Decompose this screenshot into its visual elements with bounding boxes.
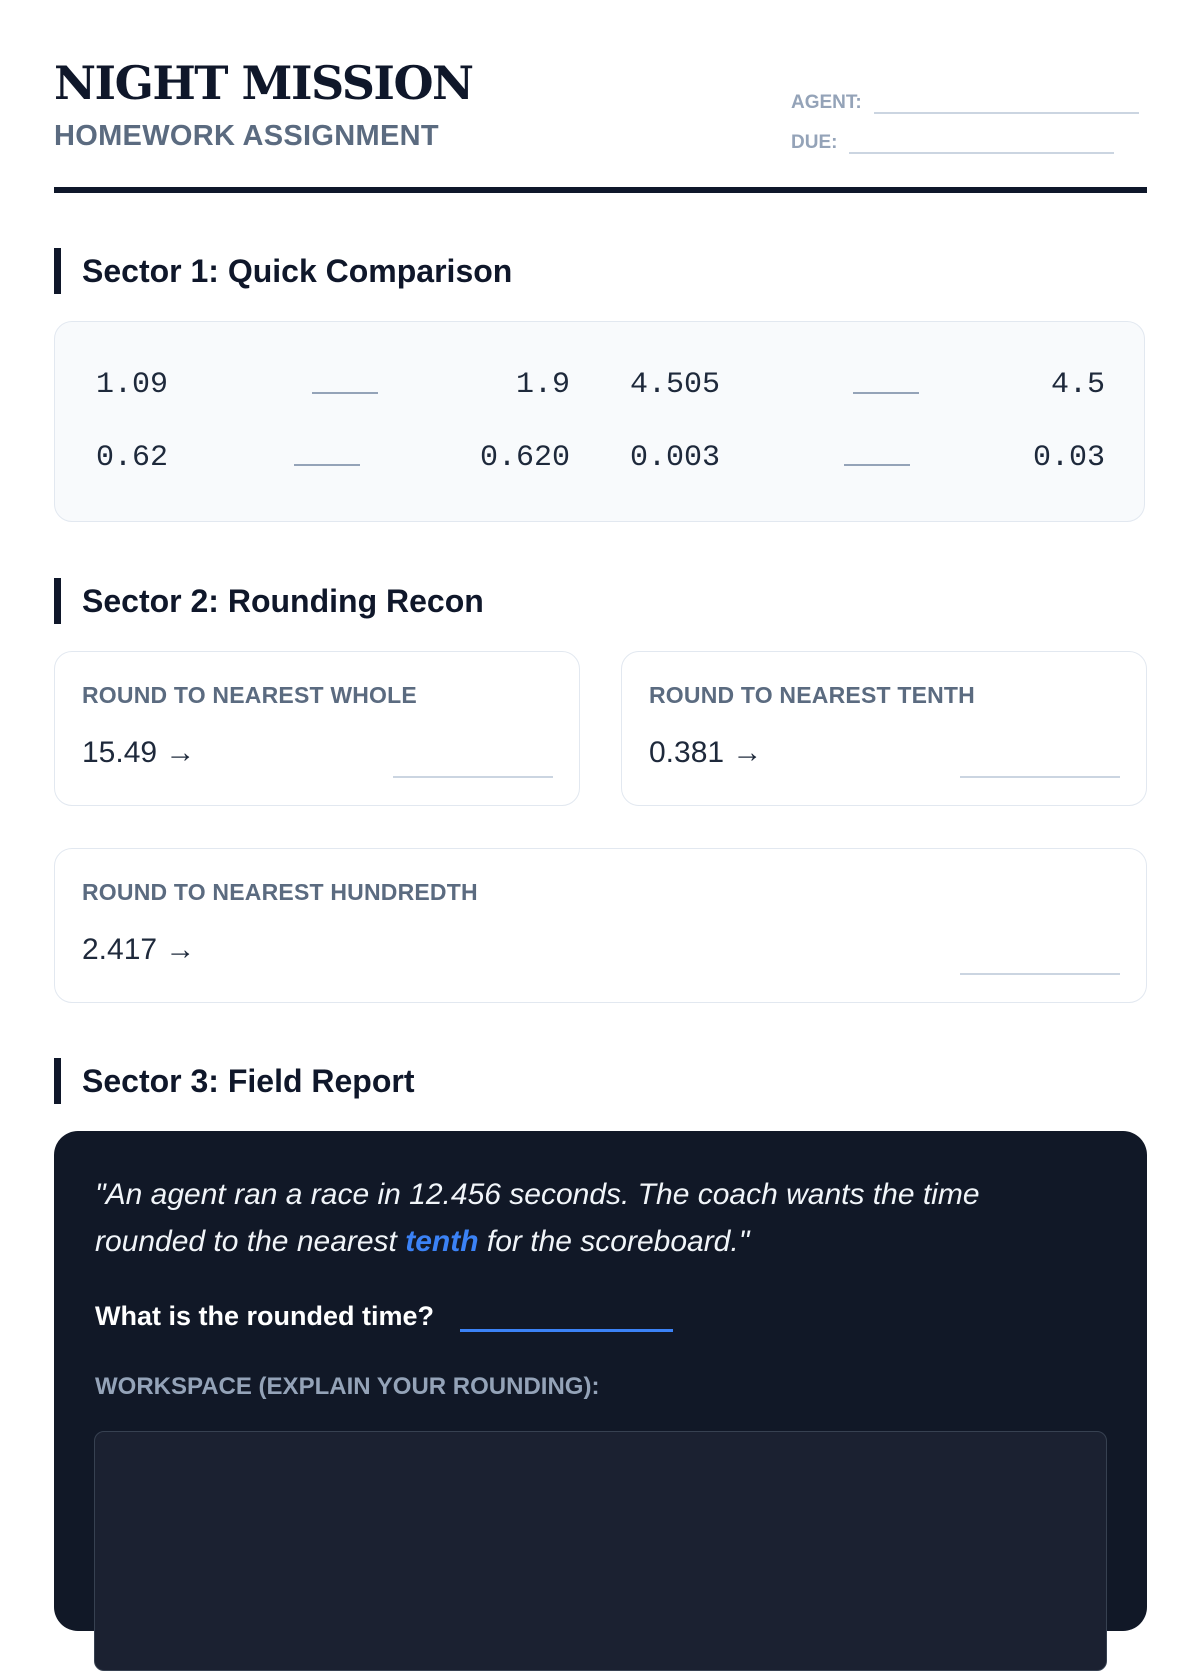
rounding-answer-line[interactable]	[393, 776, 553, 778]
question-text: What is the rounded time?	[95, 1301, 435, 1331]
workspace-label: WORKSPACE (EXPLAIN YOUR ROUNDING):	[95, 1373, 600, 1400]
rounding-card-tenth	[621, 651, 1147, 806]
sector2-heading: Sector 2: Rounding Recon	[54, 578, 484, 624]
word-problem	[95, 1171, 1085, 1265]
word-problem-text: "An agent ran a race in 12.456 seconds. The coach wants the time rounded to the nearest	[95, 1178, 980, 1258]
due-field	[791, 130, 1114, 154]
page-subtitle: HOMEWORK ASSIGNMENT	[54, 120, 439, 152]
compare-answer-blank[interactable]	[312, 392, 378, 394]
rounding-card-hundredth	[54, 848, 1147, 1003]
compare-left-value: 0.003	[630, 441, 721, 475]
page-title: NIGHT MISSION	[54, 56, 473, 110]
compare-left-value: 1.09	[96, 368, 169, 402]
word-problem-highlight: tenth	[405, 1225, 479, 1258]
workspace-textarea[interactable]	[94, 1431, 1107, 1671]
rounding-card-value: 15.49 →	[82, 736, 196, 769]
compare-right-value: 0.620	[479, 441, 570, 475]
rounded-time-answer-line[interactable]	[460, 1303, 673, 1332]
question-row	[95, 1301, 673, 1332]
worksheet-header	[54, 0, 1147, 194]
sector1-heading: Sector 1: Quick Comparison	[54, 248, 512, 294]
rounding-card-label: ROUND TO NEAREST TENTH	[649, 682, 975, 708]
word-problem-text-end: for the scoreboard."	[478, 1225, 750, 1258]
rounding-answer-line[interactable]	[960, 776, 1120, 778]
rounding-card-whole	[54, 651, 580, 806]
rounding-card-value: 2.417 →	[82, 933, 196, 966]
agent-field	[791, 90, 1139, 114]
rounding-card-label: ROUND TO NEAREST HUNDREDTH	[82, 879, 478, 905]
agent-label: AGENT:	[791, 92, 862, 113]
compare-right-value: 4.5	[1050, 368, 1105, 402]
rounding-card-label: ROUND TO NEAREST WHOLE	[82, 682, 417, 708]
comparison-box	[54, 321, 1145, 522]
worksheet-page	[54, 0, 1147, 1400]
compare-answer-blank[interactable]	[844, 464, 910, 466]
compare-answer-blank[interactable]	[294, 464, 360, 466]
due-label: DUE:	[791, 132, 838, 153]
rounding-card-value: 0.381 →	[649, 736, 763, 769]
rounding-answer-line[interactable]	[960, 973, 1120, 975]
header-divider	[54, 187, 1147, 193]
agent-input-line[interactable]	[874, 90, 1139, 114]
due-input-line[interactable]	[849, 130, 1114, 154]
compare-answer-blank[interactable]	[853, 392, 919, 394]
field-report-panel	[54, 1131, 1147, 1631]
compare-right-value: 1.9	[515, 368, 570, 402]
compare-left-value: 4.505	[630, 368, 721, 402]
compare-left-value: 0.62	[96, 441, 169, 475]
sector3-heading: Sector 3: Field Report	[54, 1058, 415, 1104]
compare-right-value: 0.03	[1032, 441, 1105, 475]
